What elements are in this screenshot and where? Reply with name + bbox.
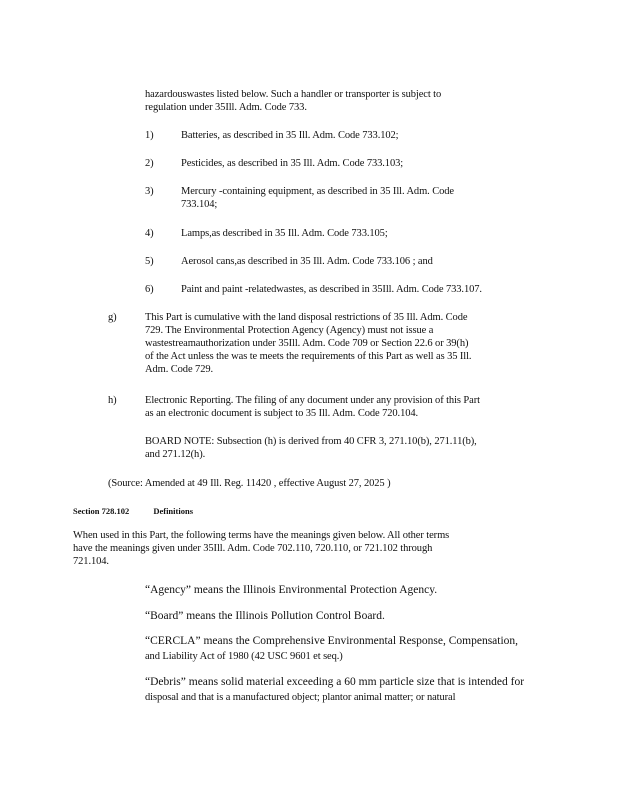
source-note: (Source: Amended at 49 Ill. Reg. 11420 , effective August 27, 2025 ) (108, 478, 391, 489)
item-number: 6) (145, 284, 154, 295)
item-number: 1) (145, 130, 154, 141)
definition-line: “Debris” means solid material exceeding a 60 mm particle size that is intended for (145, 676, 525, 688)
section-number: Section 728.102 (73, 506, 130, 516)
intro-paragraph-line: When used in this Part, the following terms have the meanings given below. All other terms (73, 530, 450, 541)
subsection-label: g) (108, 312, 117, 323)
item-number: 2) (145, 158, 154, 169)
intro-paragraph-line: 721.104. (73, 556, 109, 567)
definition-cercla (145, 633, 537, 665)
item-text: Lamps,as described in 35 Ill. Adm. Code 733.105; (181, 228, 388, 239)
intro-paragraph-line: have the meanings given under 35Ill. Adm. Code 702.110, 720.110, or 721.102 through (73, 543, 433, 554)
item-text: Pesticides, as described in 35 Ill. Adm. Code 733.103; (181, 158, 404, 169)
definition-board: “Board” means the Illinois Pollution Control Board. (145, 610, 385, 622)
item-text: Paint and paint -relatedwastes, as described in 35Ill. Adm. Code 733.107. (181, 284, 482, 295)
definition-agency: “Agency” means the Illinois Environmental Protection Agency. (145, 584, 438, 596)
item-text: Aerosol cans,as described in 35 Ill. Adm. Code 733.106 ; and (181, 256, 433, 267)
item-number: 3) (145, 186, 154, 197)
subsection-label: h) (108, 395, 117, 406)
definition-line: disposal and that is a manufactured object; plantor animal matter; or natural (145, 692, 456, 703)
subsection-line: as an electronic document is subject to 35 Ill. Adm. Code 720.104. (145, 408, 419, 419)
subsection-line: This Part is cumulative with the land disposal restrictions of 35 Ill. Adm. Code (145, 312, 468, 323)
board-note-line: BOARD NOTE: Subsection (h) is derived from 40 CFR 3, 271.10(b), 271.11(b), (145, 436, 477, 447)
item-text: Batteries, as described in 35 Ill. Adm. Code 733.102; (181, 130, 399, 141)
item-number: 5) (145, 256, 154, 267)
definition-debris (145, 674, 537, 706)
item-number: 4) (145, 228, 154, 239)
subsection-line: of the Act unless the was te meets the requirements of this Part as well as 35 Ill. (145, 351, 472, 362)
intro-line-2: regulation under 35Ill. Adm. Code 733. (145, 102, 307, 113)
intro-line-1: hazardouswastes listed below. Such a handler or transporter is subject to (145, 89, 442, 100)
board-note-line: and 271.12(h). (145, 449, 206, 460)
definition-line: and Liability Act of 1980 (42 USC 9601 et seq.) (145, 651, 343, 662)
item-text: Mercury -containing equipment, as described in 35 Ill. Adm. Code (181, 186, 454, 197)
subsection-line: Adm. Code 729. (145, 364, 214, 375)
subsection-line: Electronic Reporting. The filing of any document under any provision of this Part (145, 395, 480, 406)
subsection-line: wastestreamauthorization under 35Ill. Adm. Code 709 or Section 22.6 or 39(h) (145, 338, 469, 349)
item-text-continued: 733.104; (181, 199, 218, 210)
section-heading (73, 506, 193, 516)
definition-line: “CERCLA” means the Comprehensive Environmental Response, Compensation, (145, 635, 519, 647)
subsection-line: 729. The Environmental Protection Agency (Agency) must not issue a (145, 325, 434, 336)
section-title: Definitions (153, 506, 193, 516)
